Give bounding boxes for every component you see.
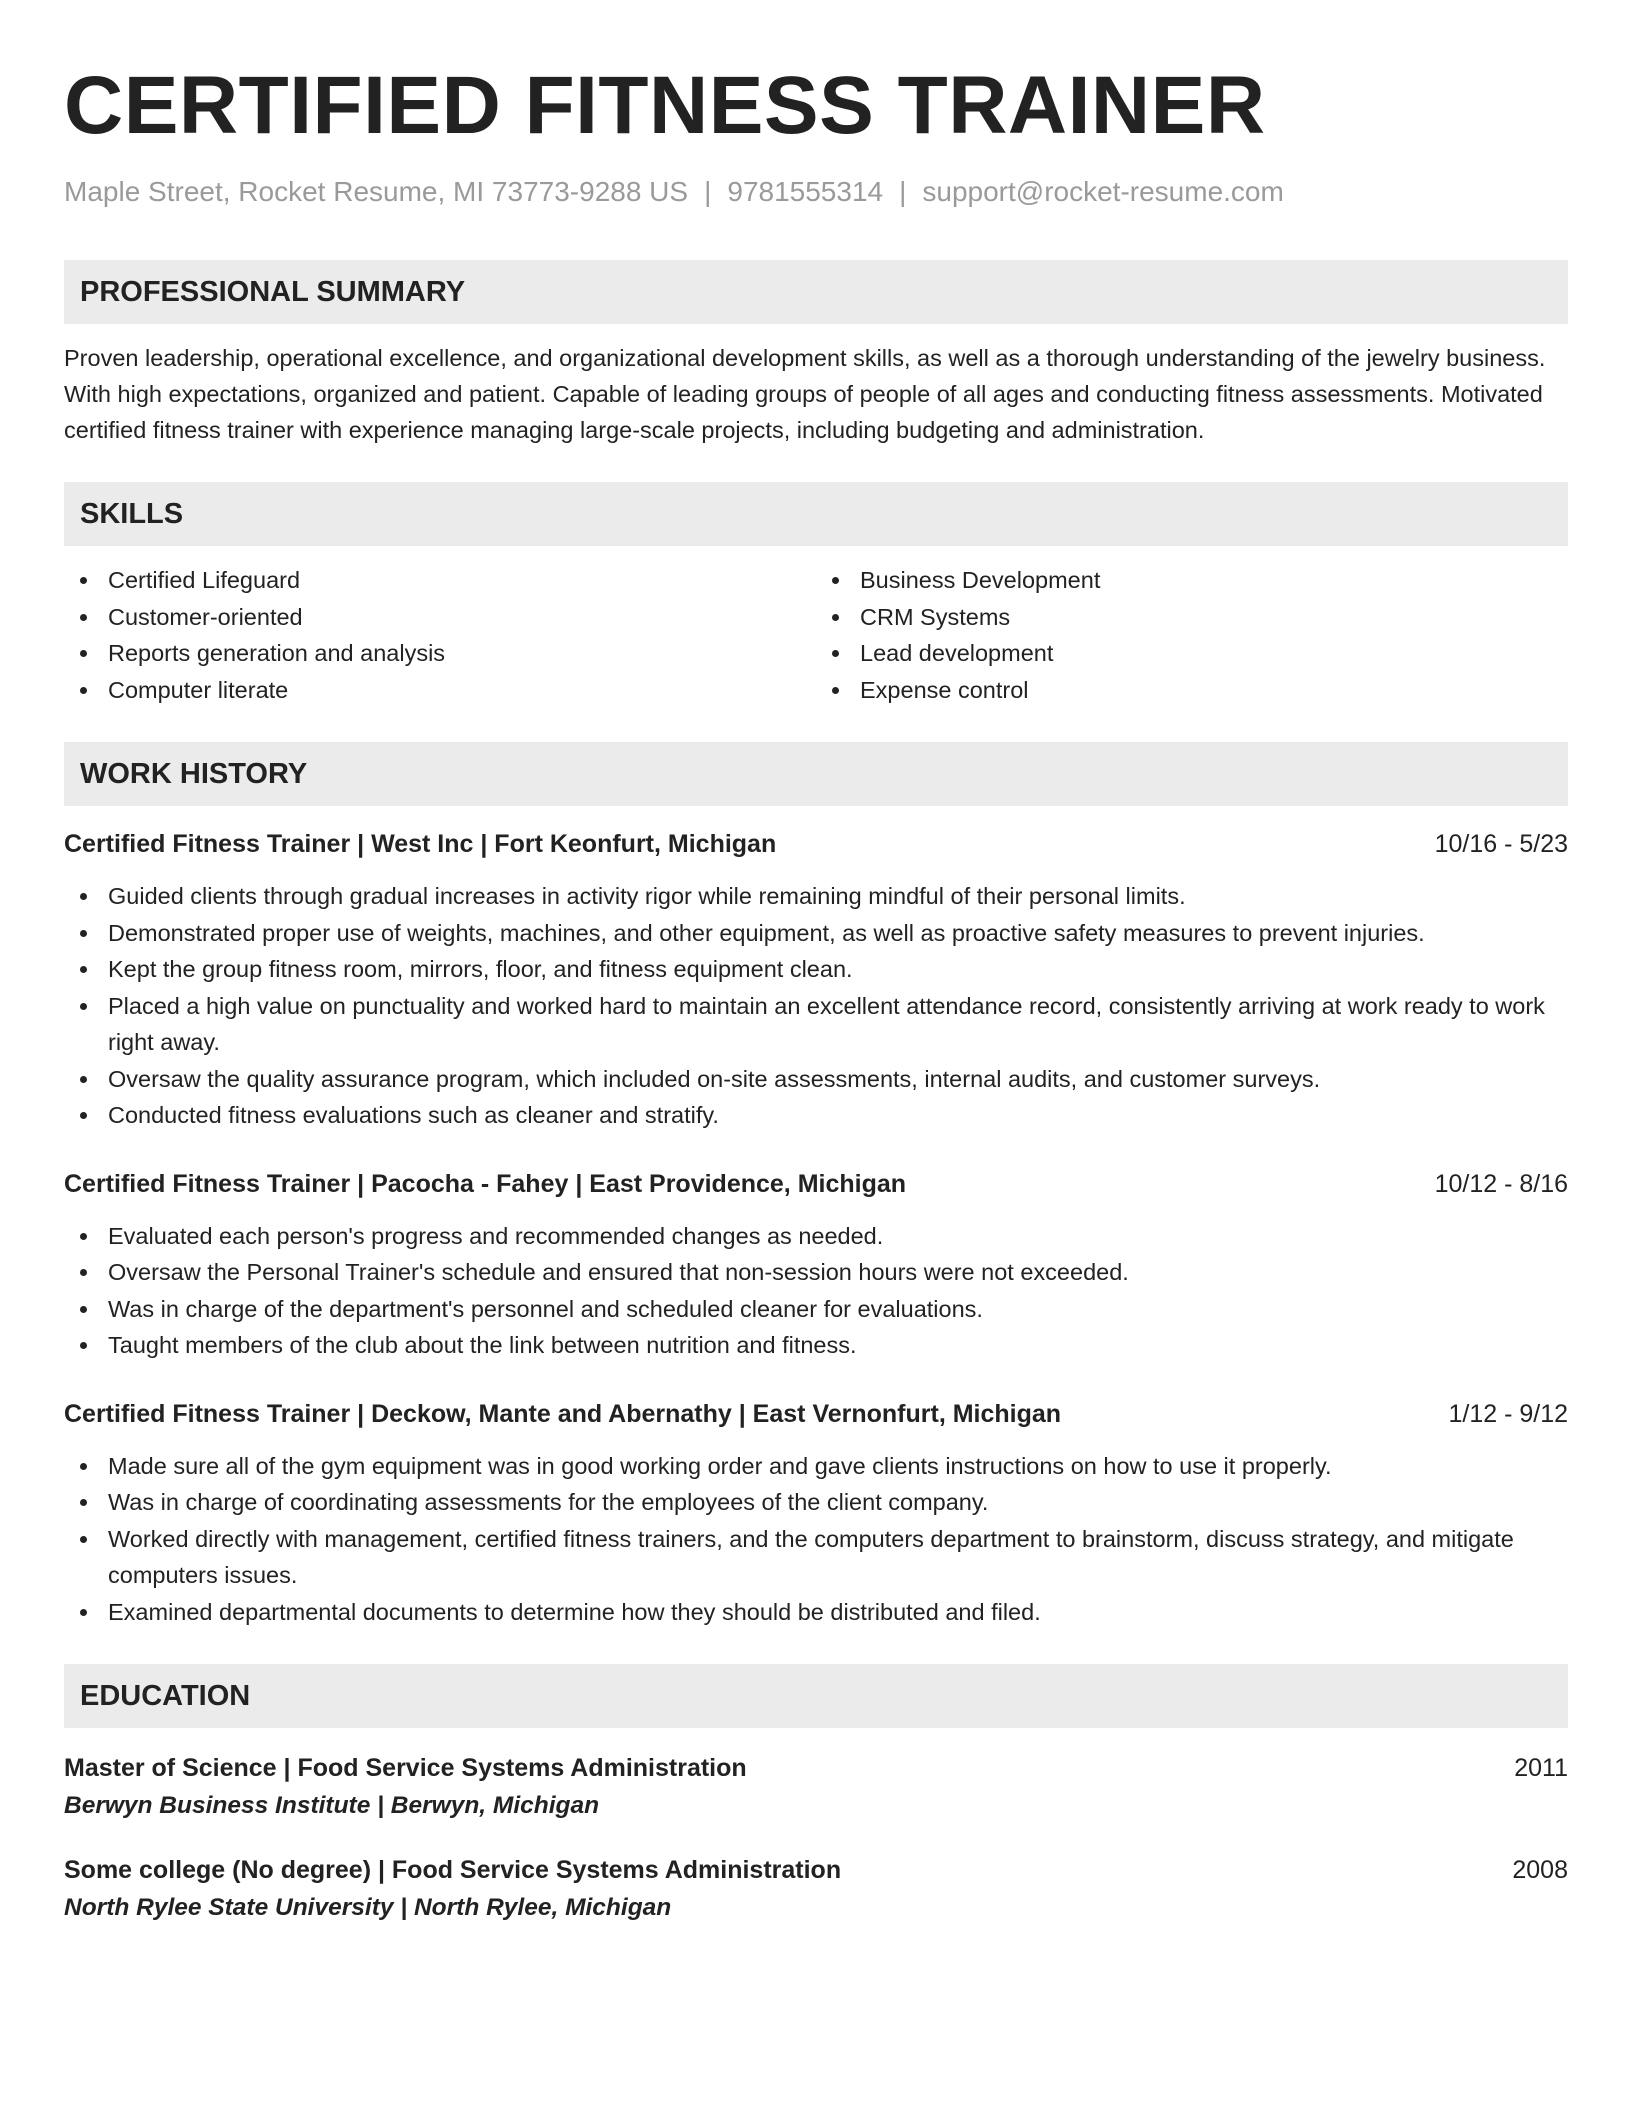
- candidate-name: CERTIFIED FITNESS TRAINER: [64, 60, 1266, 151]
- contact-email: support@rocket-resume.com: [922, 176, 1284, 207]
- education-school: North Rylee State University | North Rylee, Michigan: [64, 1894, 672, 1921]
- job-dates: 10/16 - 5/23: [1434, 830, 1568, 858]
- job-bullet: Demonstrated proper use of weights, machines, and other equipment, as well as proactive safety measures to prevent injuries.: [64, 915, 1568, 952]
- skills-column-right: [816, 562, 1568, 708]
- job-bullet: Oversaw the quality assurance program, which included on-site assessments, internal audits, and customer surveys.: [64, 1061, 1568, 1098]
- education-year: 2008: [1512, 1856, 1568, 1884]
- education-entry: [64, 1852, 1568, 1928]
- contact-separator: |: [899, 176, 907, 207]
- skill-item: Business Development: [816, 562, 1568, 599]
- skill-item: Customer-oriented: [64, 599, 816, 636]
- job-title: Certified Fitness Trainer | Deckow, Mante and Abernathy | East Vernonfurt, Michigan: [64, 1399, 1062, 1428]
- skill-item: Reports generation and analysis: [64, 635, 816, 672]
- education-entry: [64, 1750, 1568, 1826]
- job-bullet: Made sure all of the gym equipment was in good working order and gave clients instructions on how to use it properly.: [64, 1448, 1568, 1485]
- job-bullets: [64, 1448, 1568, 1631]
- contact-phone: 9781555314: [727, 176, 884, 207]
- job-bullet: Guided clients through gradual increases in activity rigor while remaining mindful of their personal limits.: [64, 878, 1568, 915]
- skill-item: Expense control: [816, 672, 1568, 709]
- section-heading-skills: SKILLS: [64, 482, 1568, 546]
- job-bullet: Placed a high value on punctuality and worked hard to maintain an excellent attendance record, consistently arriving at work ready to work right away.: [64, 988, 1568, 1061]
- job-entry: [64, 1396, 1568, 1631]
- education-list: [64, 1750, 1568, 1928]
- contact-line: [64, 174, 1568, 210]
- job-bullet: Taught members of the club about the link between nutrition and fitness.: [64, 1327, 1568, 1364]
- section-heading-summary: PROFESSIONAL SUMMARY: [64, 260, 1568, 324]
- section-heading-work: WORK HISTORY: [64, 742, 1568, 806]
- education-degree: Master of Science | Food Service Systems Administration: [64, 1754, 747, 1782]
- education-header: [64, 1750, 1568, 1786]
- section-heading-education: EDUCATION: [64, 1664, 1568, 1728]
- job-bullet: Was in charge of the department's personnel and scheduled cleaner for evaluations.: [64, 1291, 1568, 1328]
- education-school: Berwyn Business Institute | Berwyn, Michigan: [64, 1792, 600, 1819]
- skill-item: Computer literate: [64, 672, 816, 709]
- skill-item: Lead development: [816, 635, 1568, 672]
- job-title: Certified Fitness Trainer | Pacocha - Fahey | East Providence, Michigan: [64, 1169, 907, 1198]
- job-bullet: Worked directly with management, certified fitness trainers, and the computers department to brainstorm, discuss strategy, and mitigate computers issues.: [64, 1521, 1568, 1594]
- education-year: 2011: [1514, 1754, 1568, 1782]
- skill-item: CRM Systems: [816, 599, 1568, 636]
- job-bullet: Was in charge of coordinating assessments for the employees of the client company.: [64, 1484, 1568, 1521]
- job-header: [64, 1396, 1568, 1432]
- job-bullets: [64, 1218, 1568, 1364]
- job-entry: [64, 1166, 1568, 1364]
- contact-separator: |: [704, 176, 712, 207]
- job-bullets: [64, 878, 1568, 1134]
- job-bullet: Kept the group fitness room, mirrors, floor, and fitness equipment clean.: [64, 951, 1568, 988]
- job-header: [64, 826, 1568, 862]
- summary-text: Proven leadership, operational excellence, and organizational development skills, as well as a thorough understanding of the jewelry business. With high expectations, organized and patient. Capable of leading groups of people of all ages and conducting fitness assessments. Motivated certified fitness trainer with experience managing large-scale projects, including budgeting and administration.: [64, 345, 1546, 443]
- skills-list: [64, 562, 1568, 708]
- job-bullet: Evaluated each person's progress and recommended changes as needed.: [64, 1218, 1568, 1255]
- job-entry: [64, 826, 1568, 1134]
- education-degree: Some college (No degree) | Food Service Systems Administration: [64, 1856, 842, 1884]
- job-bullet: Oversaw the Personal Trainer's schedule and ensured that non-session hours were not exceeded.: [64, 1254, 1568, 1291]
- skills-column-left: [64, 562, 816, 708]
- job-dates: 10/12 - 8/16: [1434, 1169, 1568, 1198]
- job-bullet: Examined departmental documents to determine how they should be distributed and filed.: [64, 1594, 1568, 1631]
- education-header: [64, 1852, 1568, 1888]
- work-history: [64, 826, 1568, 1630]
- job-bullet: Conducted fitness evaluations such as cleaner and stratify.: [64, 1097, 1568, 1134]
- job-header: [64, 1166, 1568, 1202]
- job-title: Certified Fitness Trainer | West Inc | Fort Keonfurt, Michigan: [64, 830, 777, 858]
- job-dates: 1/12 - 9/12: [1448, 1399, 1568, 1428]
- skill-item: Certified Lifeguard: [64, 562, 816, 599]
- contact-address: Maple Street, Rocket Resume, MI 73773-9288 US: [64, 176, 689, 207]
